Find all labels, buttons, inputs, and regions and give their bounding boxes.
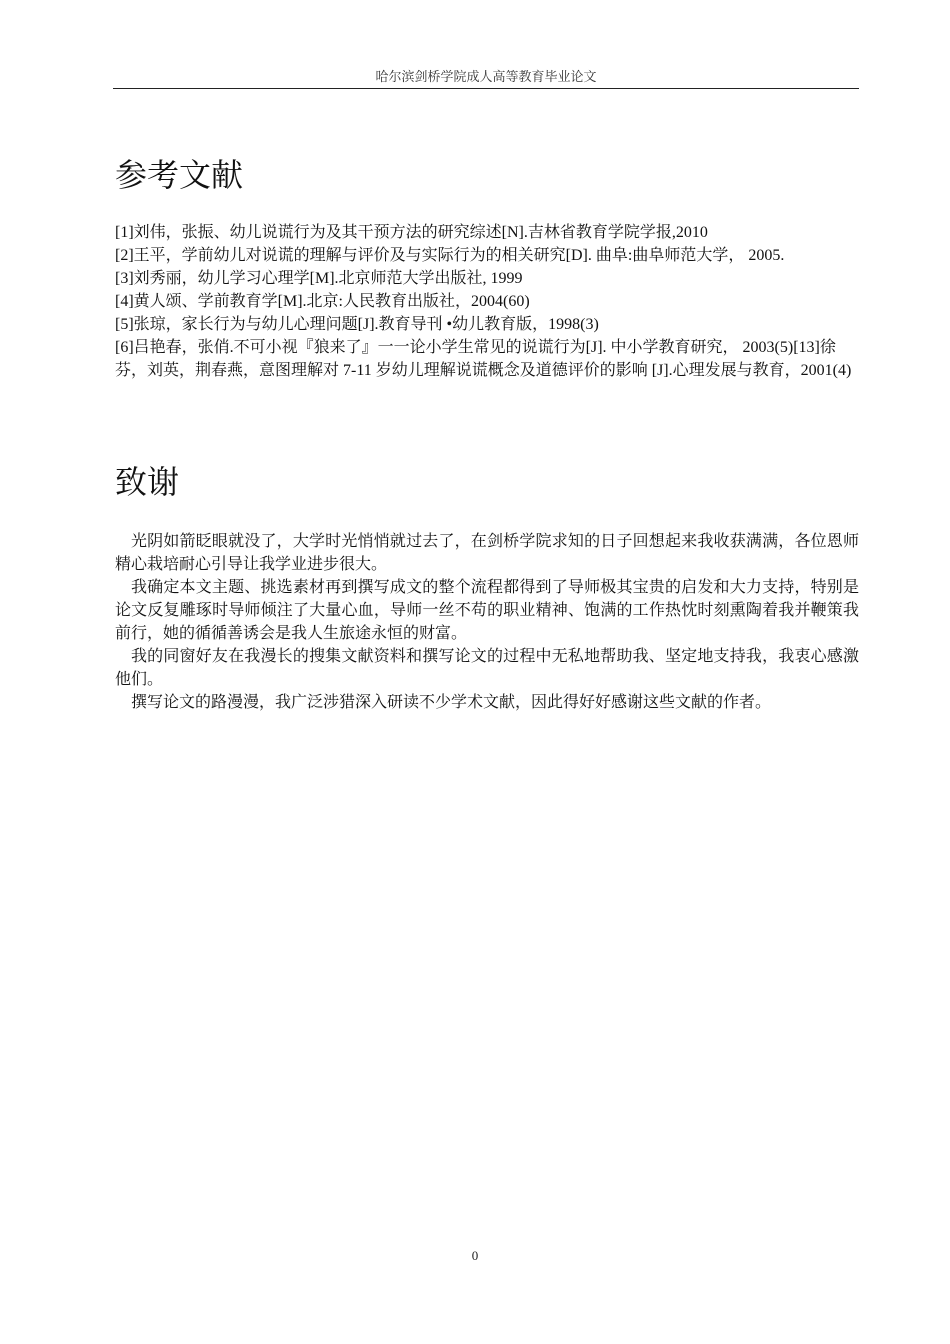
reference-item: [3]刘秀丽，幼儿学习心理学[M].北京师范大学出版社, 1999 (115, 270, 523, 287)
reference-item: [2]王平，学前幼儿对说谎的理解与评价及与实际行为的相关研究[D]. 曲阜:曲阜师范大学， 2005. (115, 247, 785, 264)
running-header: 哈尔滨剑桥学院成人高等教育毕业论文 (375, 69, 597, 84)
page-number: 0 (471, 1248, 479, 1263)
acknowledgement-paragraph: 光阴如箭眨眼就没了，大学时光悄悄就过去了，在剑桥学院求知的日子回想起来我收获满满，各位恩师精心栽培耐心引导让我学业进步很大。 (115, 533, 859, 573)
reference-item: [5]张琼，家长行为与幼儿心理问题[J].教育导刊 •幼儿教育版，1998(3) (115, 316, 599, 333)
header-rule (113, 88, 859, 89)
acknowledgement-paragraph: 我的同窗好友在我漫长的搜集文献资料和撰写论文的过程中无私地帮助我、坚定地支持我，我衷心感激他们。 (115, 648, 859, 688)
reference-item: [6]吕艳春，张俏.不可小视『狼来了』一一论小学生常见的说谎行为[J]. 中小学教育研究， 2003(5)[13]徐芬，刘英，荆春燕，意图理解对 7-11 岁幼儿理解说谎概念及道德评价的影响 [J].心理发展与教育，2001(4) (115, 339, 852, 379)
acknowledgement-body (115, 530, 859, 714)
acknowledgement-paragraph: 我确定本文主题、挑选素材再到撰写成文的整个流程都得到了导师极其宝贵的启发和大力支持，特别是论文反复雕琢时导师倾注了大量心血，导师一丝不苟的职业精神、饱满的工作热忱时刻熏陶着我并鞭策我前行，她的循循善诱会是我人生旅途永恒的财富。 (115, 579, 859, 642)
reference-item: [4]黄人颂、学前教育学[M].北京:人民教育出版社，2004(60) (115, 293, 530, 310)
acknowledgement-paragraph: 撰写论文的路漫漫，我广泛涉猎深入研读不少学术文献，因此得好好感谢这些文献的作者。 (131, 694, 772, 711)
reference-item: [1]刘伟，张振、幼儿说谎行为及其干预方法的研究综述[N].吉林省教育学院学报,2010 (115, 224, 708, 241)
references-heading: 参考文献 (115, 157, 244, 193)
reference-list (115, 221, 859, 382)
acknowledgement-heading: 致谢 (115, 464, 180, 500)
